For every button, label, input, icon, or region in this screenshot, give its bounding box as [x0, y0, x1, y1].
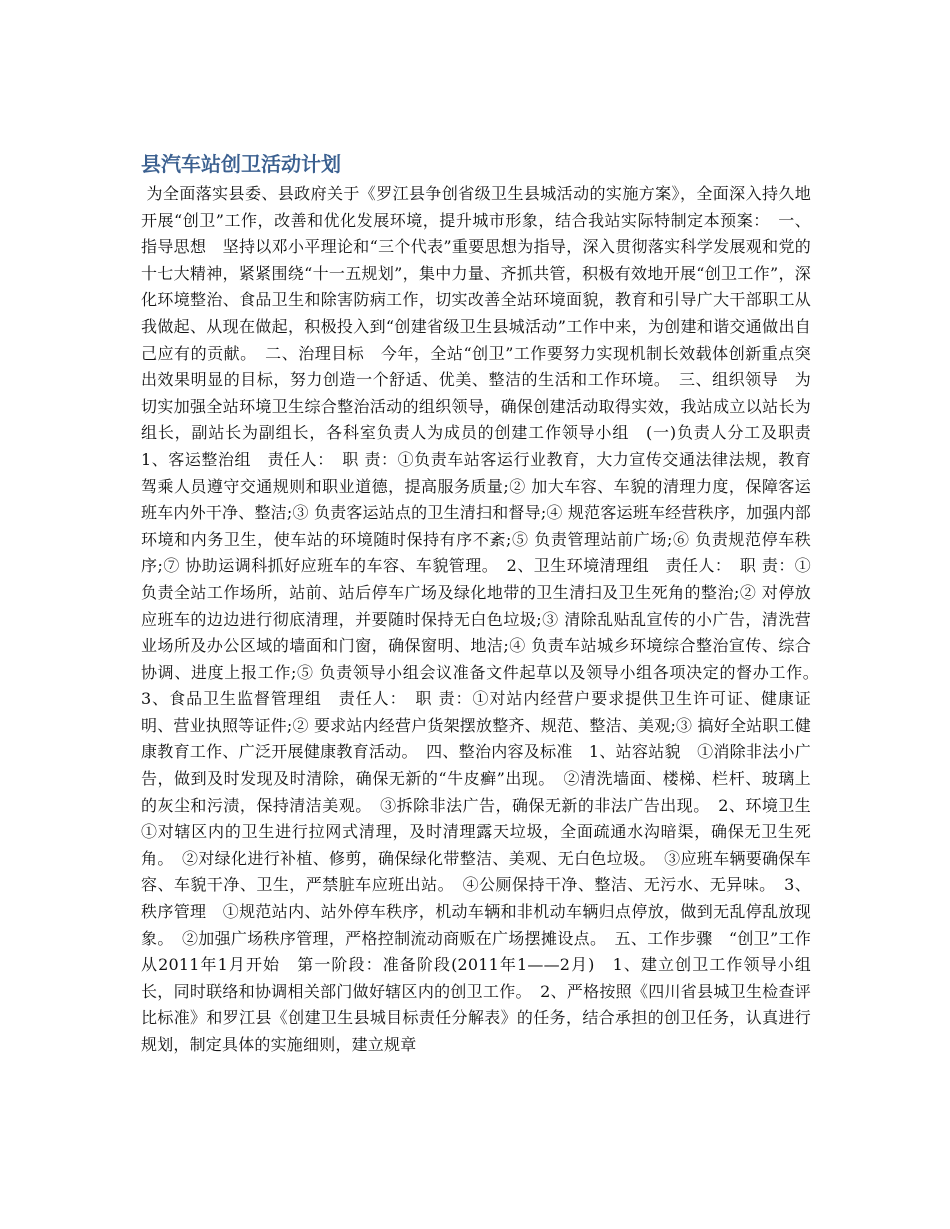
document-title: 县汽车站创卫活动计划 [141, 152, 341, 176]
document-body-text: 为全面落实县委、县政府关于《罗江县争创省级卫生县城活动的实施方案》，全面深入持久地开展“创卫”工作，改善和优化发展环境，提升城市形象，结合我站实际特制定本预案： 一、指导思想 坚持以邓小平理论和“三个代表”重要思想为指导，深入贯彻落实科学发展观和党的十七大精神，紧紧围绕“十一五规划”，集中力量、齐抓共管，积极有效地开展“创卫工作”，深化环境整治、食品卫生和除害防病工作，切实改善全站环境面貌，教育和引导广大干部职工从我做起、从现在做起，积极投入到“创建省级卫生县城活动”工作中来，为创建和谐交通做出自己应有的贡献。 二、治理目标 今年，全站“创卫”工作要努力实现机制长效载体创新重点突出效果明显的目标，努力创造一个舒适、优美、整洁的生活和工作环境。 三、组织领导 为切实加强全站环境卫生综合整治活动的组织领导，确保创建活动取得实效，我站成立以站长为组长，副站长为副组长，各科室负责人为成员的创建工作领导小组 (一)负责人分工及职责 1、客运整治组 责任人： 职 责：①负责车站客运行业教育，大力宣传交通法律法规，教育驾乘人员遵守交通规则和职业道德，提高服务质量;② 加大车容、车貌的清理力度，保障客运班车内外干净、整洁;③ 负责客运站点的卫生清扫和督导;④ 规范客运班车经营秩序，加强内部环境和内务卫生，使车站的环境随时保持有序不紊;⑤ 负责管理站前广场;⑥ 负责规范停车秩序;⑦ 协助运调科抓好应班车的车容、车貌管理。 2、卫生环境清理组 责任人： 职 责：①负责全站工作场所，站前、站后停车广场及绿化地带的卫生清扫及卫生死角的整治;② 对停放应班车的边边进行彻底清理，并要随时保持无白色垃圾;③ 清除乱贴乱宣传的小广告，清洗营业场所及办公区域的墙面和门窗，确保窗明、地洁;④ 负责车站城乡环境综合整治宣传、综合协调、进度上报工作;⑤ 负责领导小组会议准备文件起草以及领导小组各项决定的督办工作。 3、食品卫生监督管理组 责任人： 职 责：①对站内经营户要求提供卫生许可证、健康证明、营业执照等证件;② 要求站内经营户货架摆放整齐、规范、整洁、美观;③ 搞好全站职工健康教育工作、广泛开展健康教育活动。 四、整治内容及标准 1、站容站貌 ①消除非法小广告，做到及时发现及时清除，确保无新的“牛皮癣”出现。 ②清洗墙面、楼梯、栏杆、玻璃上的灰尘和污渍，保持清洁美观。 ③拆除非法广告，确保无新的非法广告出现。 2、环境卫生 ①对辖区内的卫生进行拉网式清理，及时清理露天垃圾，全面疏通水沟暗渠，确保无卫生死角。 ②对绿化进行补植、修剪，确保绿化带整洁、美观、无白色垃圾。 ③应班车辆要确保车容、车貌干净、卫生，严禁脏车应班出站。 ④公厕保持干净、整洁、无污水、无异味。 3、秩序管理 ①规范站内、站外停车秩序，机动车辆和非机动车辆归点停放，做到无乱停乱放现象。 ②加强广场秩序管理，严格控制流动商贩在广场摆摊设点。 五、工作步骤 “创卫”工作从2011年1月开始 第一阶段：准备阶段(2011年1——2月) 1、建立创卫工作领导小组长，同时联络和协调相关部门做好辖区内的创卫工作。 2、严格按照《四川省县城卫生检查评比标准》和罗江县《创建卫生县城目标责任分解表》的任务，结合承担的创卫任务，认真进行规划，制定具体的实施细则，建立规章 [141, 184, 828, 1054]
